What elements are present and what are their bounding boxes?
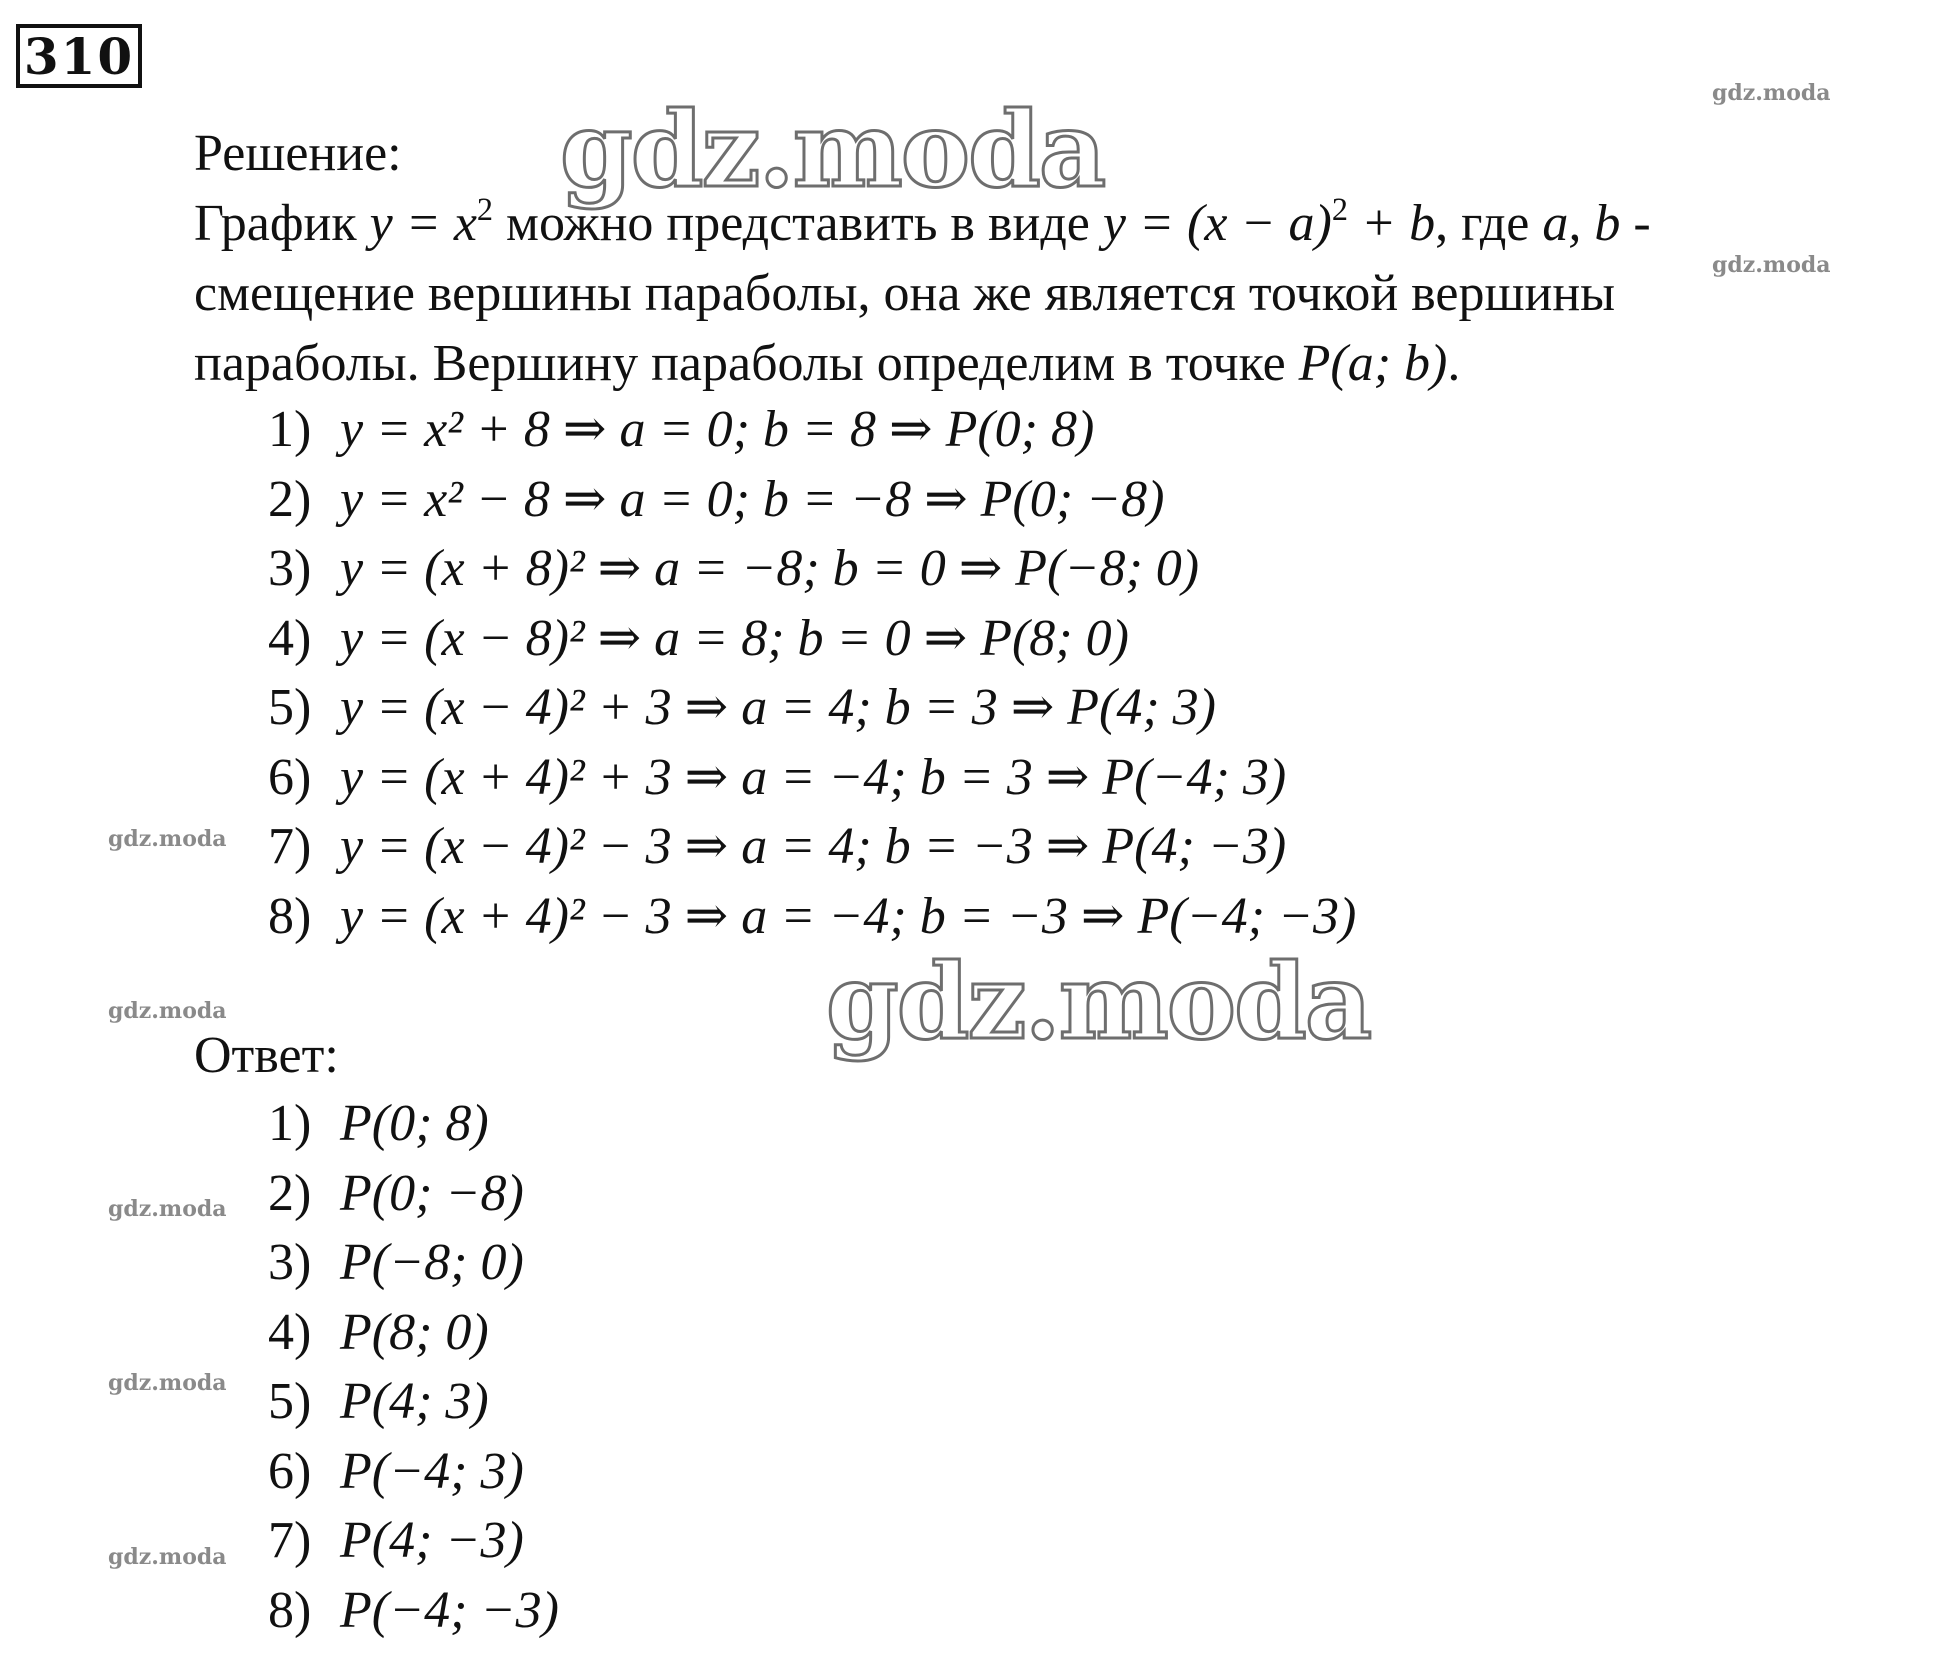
answer-item-expression: P(0; −8) [340, 1164, 524, 1222]
watermark-small: gdz.moda [108, 998, 227, 1024]
solution-item [268, 540, 1200, 597]
answer-item [268, 1095, 489, 1152]
answer-label: Ответ: [194, 1027, 339, 1084]
solution-item-number: 2) [268, 470, 312, 528]
text-line-3: параболы. Вершину параболы определим в точке P(a; b). [194, 335, 1461, 392]
answer-item [268, 1581, 559, 1639]
answer-item-number: 5) [268, 1373, 312, 1430]
solution-item-number: 4) [268, 609, 312, 667]
answer-item-number: 4) [268, 1303, 312, 1361]
solution-item-number: 5) [268, 679, 312, 736]
answer-item-expression: P(−4; −3) [340, 1581, 559, 1639]
watermark-small: gdz.moda [108, 1370, 227, 1396]
solution-item-expression: y = x² − 8 ⇒ a = 0; b = −8 ⇒ P(0; −8) [340, 470, 1165, 528]
solution-item-expression: y = (x + 4)² + 3 ⇒ a = −4; b = 3 ⇒ P(−4; 3) [340, 748, 1287, 806]
answer-item-number: 1) [268, 1095, 312, 1152]
solution-item-number: 7) [268, 818, 312, 875]
answer-item-number: 3) [268, 1234, 312, 1291]
answer-item [268, 1234, 524, 1291]
solution-item-expression: y = (x + 4)² − 3 ⇒ a = −4; b = −3 ⇒ P(−4; −3) [340, 887, 1357, 945]
text-line-1: График $y = x^2$ можно представить в виде $y = (x - a)^2 + b$, где a, b - [194, 191, 1651, 252]
watermark-small: gdz.moda [108, 1544, 227, 1570]
answer-item [268, 1164, 524, 1222]
watermark-small: gdz.moda [108, 826, 227, 852]
answer-item-expression: P(0; 8) [340, 1095, 489, 1152]
answer-item-expression: P(−4; 3) [340, 1442, 524, 1500]
solution-item [268, 470, 1165, 528]
solution-item-number: 1) [268, 401, 312, 458]
answer-item-expression: P(4; 3) [340, 1373, 489, 1430]
solution-item [268, 679, 1217, 736]
solution-item-expression: y = (x − 4)² − 3 ⇒ a = 4; b = −3 ⇒ P(4; −3) [340, 818, 1287, 875]
answer-item-number: 8) [268, 1581, 312, 1639]
answer-item-number: 6) [268, 1442, 312, 1500]
solution-item-number: 6) [268, 748, 312, 806]
solution-item-expression: y = (x + 8)² ⇒ a = −8; b = 0 ⇒ P(−8; 0) [340, 540, 1200, 597]
solution-label: Решение: [194, 125, 402, 182]
answer-item-expression: P(8; 0) [340, 1303, 489, 1361]
solution-item-expression: y = (x − 8)² ⇒ a = 8; b = 0 ⇒ P(8; 0) [340, 609, 1129, 667]
solution-item-expression: y = x² + 8 ⇒ a = 0; b = 8 ⇒ P(0; 8) [340, 401, 1095, 458]
answer-item-number: 7) [268, 1512, 312, 1569]
answer-item-number: 2) [268, 1164, 312, 1222]
watermark-small: gdz.moda [1712, 252, 1831, 278]
answer-item-expression: P(−8; 0) [340, 1234, 524, 1291]
problem-number: 310 [16, 24, 142, 88]
solution-item [268, 609, 1129, 667]
watermark-large: gdz.moda [560, 88, 1105, 211]
text-line-2: смещение вершины параболы, она же является точкой вершины [194, 265, 1616, 322]
answer-item [268, 1512, 524, 1569]
solution-item [268, 887, 1357, 945]
answer-item [268, 1442, 524, 1500]
solution-item-expression: y = (x − 4)² + 3 ⇒ a = 4; b = 3 ⇒ P(4; 3) [340, 679, 1217, 736]
answer-item-expression: P(4; −3) [340, 1512, 524, 1569]
watermark-small: gdz.moda [1712, 80, 1831, 106]
solution-item-number: 8) [268, 887, 312, 945]
solution-item-number: 3) [268, 540, 312, 597]
solution-item [268, 818, 1287, 875]
watermark-large: gdz.moda [826, 940, 1371, 1063]
answer-item [268, 1373, 489, 1430]
solution-item [268, 748, 1287, 806]
solution-item [268, 401, 1095, 458]
watermark-small: gdz.moda [108, 1196, 227, 1222]
answer-item [268, 1303, 489, 1361]
